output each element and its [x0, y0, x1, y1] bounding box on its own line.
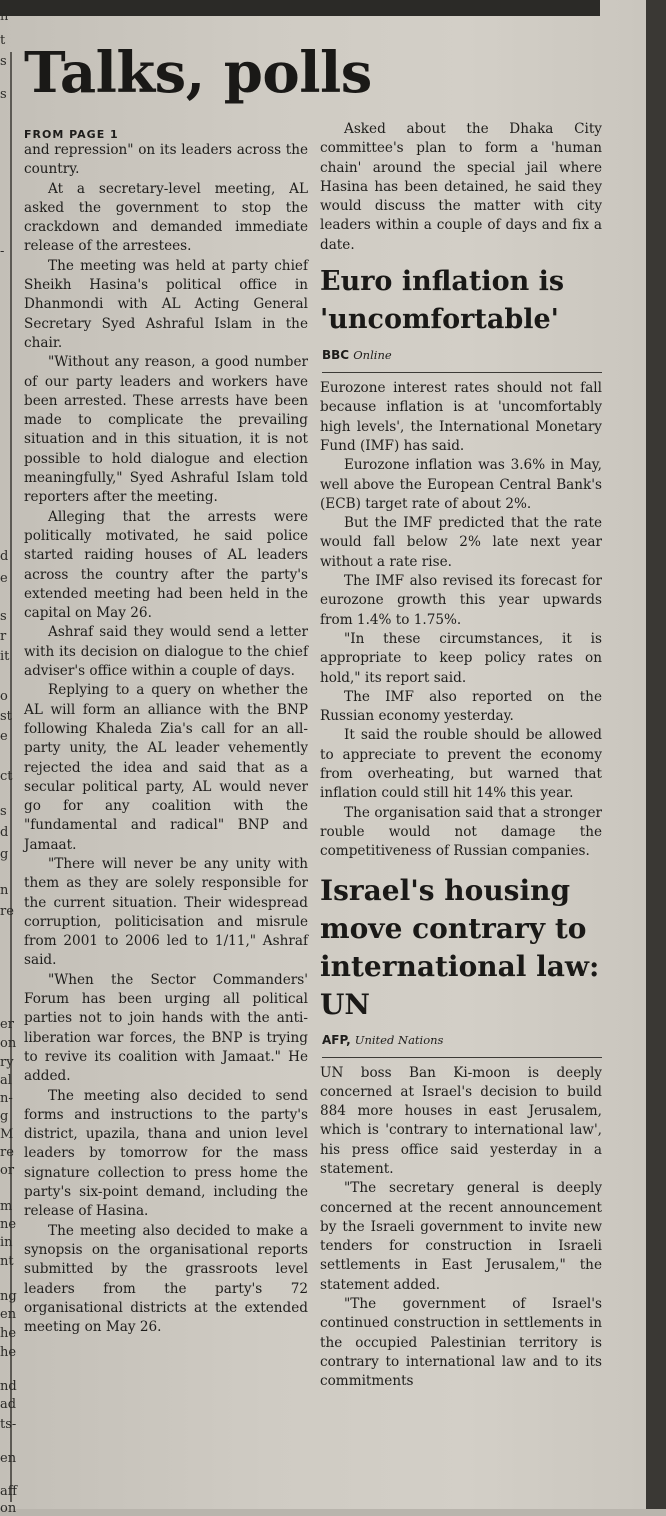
column-fragment: t: [0, 33, 6, 48]
page-edge-shadow: [646, 0, 666, 1509]
column-fragment: or: [0, 1163, 15, 1178]
euro-inflation-headline: Euro inflation is 'uncomfortable': [320, 266, 565, 336]
paragraph: "When the Sector Commanders' Forum has been urging all political parties not to join hands with the anti-liberation war forces, the BNP is trying to revive its coalition with Jamaat." He added.: [24, 971, 308, 1085]
column-fragment: on: [0, 1501, 17, 1516]
column-fragment: d: [0, 549, 9, 564]
column-fragment: m: [0, 1199, 13, 1214]
paragraph: But the IMF predicted that the rate would fall below 2% late next year without a rate rise.: [320, 515, 602, 570]
top-border-bar: [0, 0, 600, 16]
talks-polls-continuation: [320, 120, 602, 255]
column-fragment: st: [0, 709, 12, 724]
column-fragment: n-: [0, 1091, 13, 1106]
column-fragment: ry: [0, 1055, 14, 1070]
paragraph: and repression" on its leaders across the country.: [24, 142, 308, 178]
byline-place: Online: [353, 348, 392, 363]
column-fragment: er: [0, 1017, 14, 1032]
paragraph: It said the rouble should be allowed to appreciate to prevent the economy from overheating, but warned that inflation could still hit 14% this year.: [320, 727, 602, 802]
talks-polls-body: [24, 141, 308, 1337]
main-headline: Talks, polls: [24, 40, 372, 106]
paragraph: Ashraf said they would send a letter with its decision on dialogue to the chief adviser's office within a couple of days.: [24, 624, 308, 680]
byline-agency: BBC: [322, 348, 350, 363]
paragraph: Eurozone inflation was 3.6% in May, well above the European Central Bank's (ECB) target rate of about 2%.: [320, 457, 602, 512]
paragraph: UN boss Ban Ki-moon is deeply concerned at Israel's decision to build 884 more houses in east Jerusalem, which is 'contrary to international law', his press office said yesterday in a statement.: [320, 1064, 602, 1177]
column-fragment: d: [0, 825, 9, 840]
column-fragment: ad: [0, 1397, 17, 1412]
paragraph: The meeting was held at party chief Sheikh Hasina's political office in Dhanmondi with AL Acting General Secretary Syed Ashraful Islam in the chair.: [24, 257, 308, 351]
paragraph: "Without any reason, a good number of our party leaders and workers have been arrested. These arrests have been made to complicate the prevailing situation and in this situation, it is not possible to hold dialogue and election meaningfully," Syed Ashraful Islam told reporters after the meeting.: [24, 354, 308, 506]
paragraph: The meeting also decided to send forms and instructions to the party's district, upazila, thana and union level leaders by tomorrow for the mass signature collection to press home the party's six-point demand, including the release of Hasina.: [24, 1087, 308, 1220]
column-fragment: r: [0, 629, 7, 644]
euro-inflation-byline: [322, 347, 602, 373]
byline-agency: AFP,: [322, 1032, 351, 1047]
paragraph: "In these circumstances, it is appropriate to keep policy rates on hold," its report said.: [320, 630, 602, 686]
column-fragment: ts-: [0, 1417, 17, 1432]
column-fragment: g: [0, 1109, 9, 1124]
paragraph: Eurozone interest rates should not fall because inflation is at 'uncomfortably high levels', the International Monetary Fund (IMF) has said.: [320, 380, 602, 454]
paragraph: The organisation said that a stronger rouble would not damage the competitiveness of Russian companies.: [320, 804, 602, 860]
column-fragment: ct: [0, 769, 13, 784]
column-fragment: on: [0, 1036, 17, 1051]
column-fragment: ne: [0, 1217, 17, 1232]
paragraph: Asked about the Dhaka City committee's plan to form a 'human chain' around the special jail where Hasina has been detained, he said they would discuss the matter with city leaders within a couple of days and fix a date.: [320, 121, 602, 253]
column-1: [24, 128, 308, 1337]
column-fragment: n: [0, 883, 9, 898]
column-fragment: re: [0, 904, 14, 919]
column-fragment: s: [0, 54, 7, 69]
column-fragment: nd: [0, 1379, 17, 1394]
column-fragment: M: [0, 1127, 14, 1142]
israel-housing-byline: [322, 1032, 602, 1058]
cut-off-adjacent-column: [0, 0, 17, 1516]
column-fragment: it: [0, 649, 10, 664]
column-fragment: re: [0, 1145, 14, 1160]
column-fragment: s: [0, 804, 7, 819]
column-fragment: ng: [0, 1289, 17, 1304]
israel-housing-body: [320, 1064, 602, 1392]
paragraph: The IMF also revised its forecast for eurozone growth this year upwards from 1.4% to 1.75%.: [320, 573, 602, 628]
column-fragment: he: [0, 1326, 17, 1341]
column-fragment: en: [0, 1451, 17, 1466]
column-fragment: he: [0, 1345, 17, 1360]
paragraph: The IMF also reported on the Russian economy yesterday.: [320, 688, 602, 725]
column-fragment: n: [0, 9, 9, 24]
paragraph: "The government of Israel's continued construction in settlements in the occupied Palestinian territory is contrary to international law and to its commitments: [320, 1296, 602, 1390]
column-fragment: al: [0, 1073, 12, 1088]
israel-housing-headline: Israel's housing move contrary to international law: UN: [320, 873, 600, 1021]
column-fragment: en: [0, 1307, 17, 1322]
byline-place: United Nations: [354, 1032, 444, 1047]
column-fragment: o: [0, 689, 8, 704]
column-fragment: g: [0, 847, 9, 862]
paragraph: The meeting also decided to make a synopsis on the organisational reports submitted by the grassroots level leaders from the party's 72 organisational districts at the extended meeting on May 26.: [24, 1222, 308, 1336]
column-fragment: in: [0, 1235, 13, 1250]
paragraph: At a secretary-level meeting, AL asked the government to stop the crackdown and demanded immediate release of the arrestees.: [24, 180, 308, 255]
euro-inflation-body: [320, 379, 602, 861]
column-fragment: s: [0, 87, 7, 102]
column-fragment: nt: [0, 1254, 14, 1269]
paragraph: "The secretary general is deeply concerned at the recent announcement by the Israeli government to invite new tenders for construction in Israeli settlements in East Jerusalem," the statement added.: [320, 1180, 602, 1293]
column-fragment: e: [0, 729, 8, 744]
paragraph: Replying to a query on whether the AL will form an alliance with the BNP following Khaleda Zia's call for an all-party unity, the AL leader vehemently rejected the idea and said that as a secular political party, AL would never go for any coalition with the "fundamental and radical" BNP and Jamaat.: [24, 682, 308, 853]
column-fragment: e: [0, 571, 8, 586]
continued-from-kicker: FROM PAGE 1: [24, 128, 119, 141]
paragraph: Alleging that the arrests were politically motivated, he said police started raiding houses of AL leaders across the country after the party's extended meeting had been held in the capital on May 26.: [24, 508, 308, 622]
column-fragment: s: [0, 609, 7, 624]
column-fragment: aff: [0, 1484, 17, 1499]
column-2: [320, 120, 602, 1392]
paragraph: "There will never be any unity with them as they are solely responsible for the current situation. Their widespread corruption, politicisation and misrule from 2001 to 2006 led to 1/11," Ashraf said.: [24, 855, 308, 969]
column-fragment: -: [0, 244, 5, 259]
